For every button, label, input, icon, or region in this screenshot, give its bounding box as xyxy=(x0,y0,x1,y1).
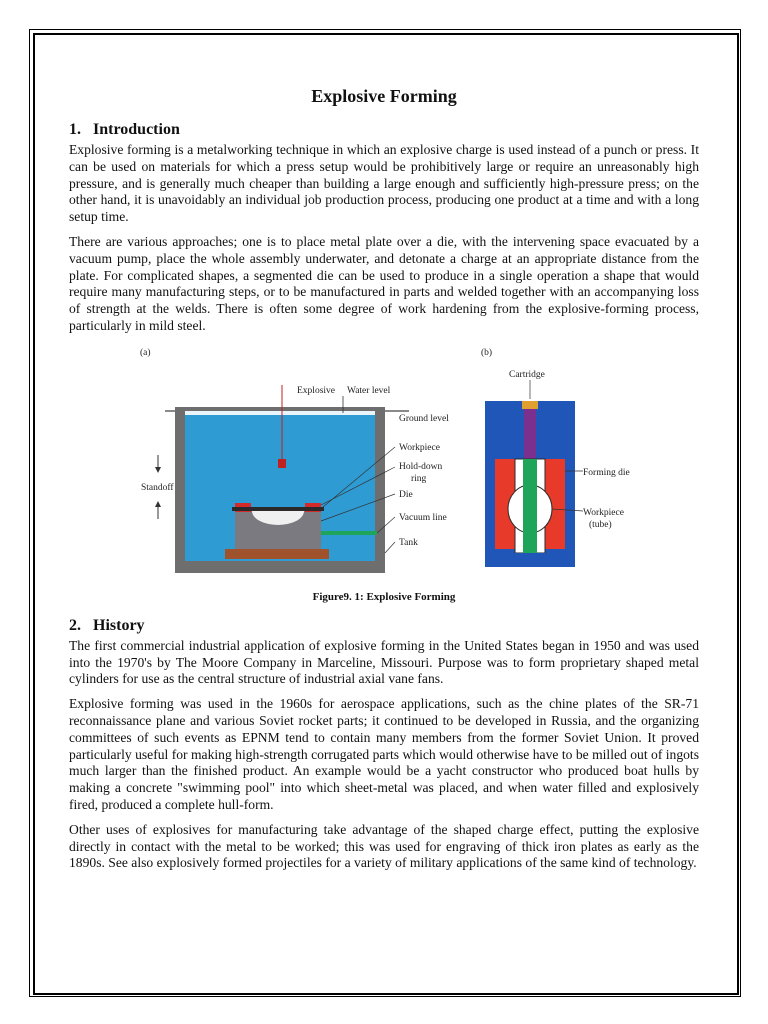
label-workpiece-b: Workpiece xyxy=(583,507,624,518)
label-explosive: Explosive xyxy=(297,385,335,396)
paragraph: Explosive forming is a metalworking technique in which an explosive charge is used instead of a punch or press. It can be used on materials for which a press setup would be prohibitively large or require an unreasonably high pressure, and is generally much cheaper than building a large enough and sufficiently high-pressure press; on the other hand, it is unavoidably an individual job production process, producing one product at a time and with a long setup time. xyxy=(69,142,699,225)
label-hold-down: Hold-down xyxy=(399,461,443,472)
section-heading-introduction: 1. Introduction xyxy=(69,121,180,138)
label-ground-level: Ground level xyxy=(399,413,449,424)
label-cartridge: Cartridge xyxy=(509,369,545,380)
panel-b-label: (b) xyxy=(481,347,493,358)
figure-caption: Figure9. 1: Explosive Forming xyxy=(312,590,456,603)
label-tank: Tank xyxy=(399,537,418,548)
label-water-level: Water level xyxy=(347,385,391,396)
paragraph: The first commercial industrial application of explosive forming in the United States began in 1950 and was used into the 1970's by The Moore Company in Marceline, Missouri. Purpose was to form proprietary shaped metal cylinders for use as the central structure of industrial axial vane fans. xyxy=(69,637,699,687)
water-surface xyxy=(185,411,375,415)
workpiece-plate xyxy=(232,507,324,511)
document-title: Explosive Forming xyxy=(311,86,457,106)
document-body xyxy=(69,86,699,880)
die-base xyxy=(225,549,329,559)
figure-diagram xyxy=(137,343,631,579)
label-workpiece: Workpiece xyxy=(399,442,440,453)
paragraph: There are various approaches; one is to place metal plate over a die, with the intervening space evacuated by a vacuum pump, place the whole assembly underwater, and detonate a charge at an appropriate distance from the plate. For complicated shapes, a segmented die can be used to produce in a single operation a shape that would require many manufacturing steps, or to be manufactured in parts and welded together with an accompanying loss of strength at the welds. There is often some degree of work hardening from the explosive-forming process, particularly in mild steel. xyxy=(69,233,699,333)
paragraph: Explosive forming was used in the 1960s for aerospace applications, such as the chine plates of the SR-71 reconnaissance plane and various Soviet rocket parts; it continued to be developed in Russia, and the organizing committees of such events as EPNM tend to contain many members from the former Soviet Union. It proved particularly useful for making high-strength corrugated parts which would otherwise have to be milled out of ingots much larger than the finished product. An example would be a yacht constructor who produced boat hulls by making a concrete "swimming pool" into which sheet-metal was placed, and when water filled and explosively fired, produced a complete hull-form. xyxy=(69,696,699,812)
cartridge xyxy=(524,409,536,459)
label-tube: (tube) xyxy=(589,519,612,530)
cartridge-cap xyxy=(522,401,538,409)
paragraph: Other uses of explosives for manufacturing take advantage of the shaped charge effect, putting the explosive directly in contact with the metal to be worked; this was used for engraving of thick iron plates as early as the 1890s. See also explosively formed projectiles for a variety of military applications of the same kind of technology. xyxy=(69,821,699,871)
tube-core xyxy=(523,459,537,553)
label-vacuum-line: Vacuum line xyxy=(399,512,447,523)
explosive-charge xyxy=(278,459,286,468)
section-heading-history: 2. History xyxy=(69,616,145,634)
figure-explosive-forming xyxy=(69,343,699,583)
label-die: Die xyxy=(399,489,413,500)
panel-a-label: (a) xyxy=(140,347,151,358)
tank-bottom xyxy=(175,561,385,573)
label-forming-die: Forming die xyxy=(583,467,630,478)
label-standoff: Standoff xyxy=(141,482,174,493)
label-hold-down-ring: ring xyxy=(411,473,427,484)
